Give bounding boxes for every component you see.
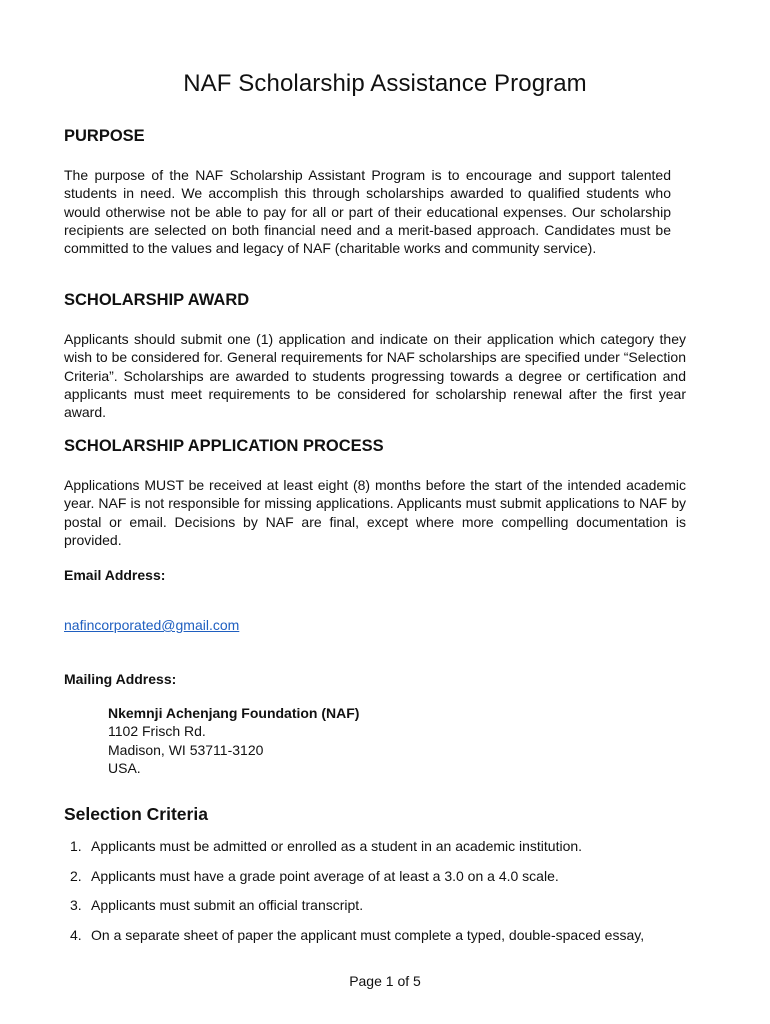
- criteria-list: [64, 838, 704, 956]
- email-link[interactable]: nafincorporated@gmail.com: [64, 617, 240, 633]
- criteria-heading: Selection Criteria: [64, 804, 208, 824]
- list-item-text: Applicants must have a grade point average of at least a 3.0 on a 4.0 scale.: [91, 867, 559, 884]
- list-item: [64, 868, 704, 898]
- page-footer: Page 1 of 5: [349, 973, 421, 989]
- purpose-heading: PURPOSE: [64, 127, 145, 145]
- list-item-number: 2.: [70, 867, 82, 884]
- mailing-address: [108, 704, 359, 777]
- list-item: [64, 897, 704, 927]
- list-item-text: Applicants must submit an official transcript.: [91, 897, 364, 913]
- mailing-label: Mailing Address:: [64, 671, 177, 687]
- address-name: Nkemnji Achenjang Foundation (NAF): [108, 705, 360, 721]
- list-item-text: Applicants must be admitted or enrolled as a student in an academic institution.: [91, 838, 583, 854]
- list-item: [64, 838, 704, 868]
- document-title: NAF Scholarship Assistance Program: [183, 70, 587, 97]
- award-heading: SCHOLARSHIP AWARD: [64, 291, 250, 309]
- address-street: 1102 Frisch Rd.: [108, 723, 206, 740]
- list-item-number: 1.: [70, 838, 82, 854]
- list-item-number: 3.: [70, 897, 82, 913]
- process-paragraph: Applications MUST be received at least eight (8) months before the start of the intended academic year. NAF is not responsible for missing applications. Applicants must submit applications to NAF by postal or email. Decisions by NAF are final, except where more compelling documentation is provided.: [64, 477, 686, 548]
- address-country: USA.: [108, 759, 141, 776]
- list-item-number: 4.: [70, 926, 82, 943]
- list-item: [64, 927, 704, 957]
- process-heading: SCHOLARSHIP APPLICATION PROCESS: [64, 437, 384, 455]
- purpose-paragraph: The purpose of the NAF Scholarship Assistant Program is to encourage and support talented students in need. We accomplish this through scholarships awarded to qualified students who would otherwise not be able to pay for all or part of their educational expenses. Our scholarship recipients are selected on both financial need and a merit-based approach. Candidates must be committed to the values and legacy of NAF (charitable works and community service).: [64, 167, 671, 257]
- email-label: Email Address:: [64, 567, 166, 583]
- award-paragraph: Applicants should submit one (1) application and indicate on their application which category they wish to be considered for. General requirements for NAF scholarships are specified under “Selection Criteria”. Scholarships are awarded to students progressing towards a degree or certification and applicants must meet requirements to be considered for scholarship renewal after the first year award.: [64, 331, 686, 421]
- address-city: Madison, WI 53711-3120: [108, 741, 264, 758]
- list-item-text: On a separate sheet of paper the applicant must complete a typed, double-spaced essay,: [91, 926, 645, 943]
